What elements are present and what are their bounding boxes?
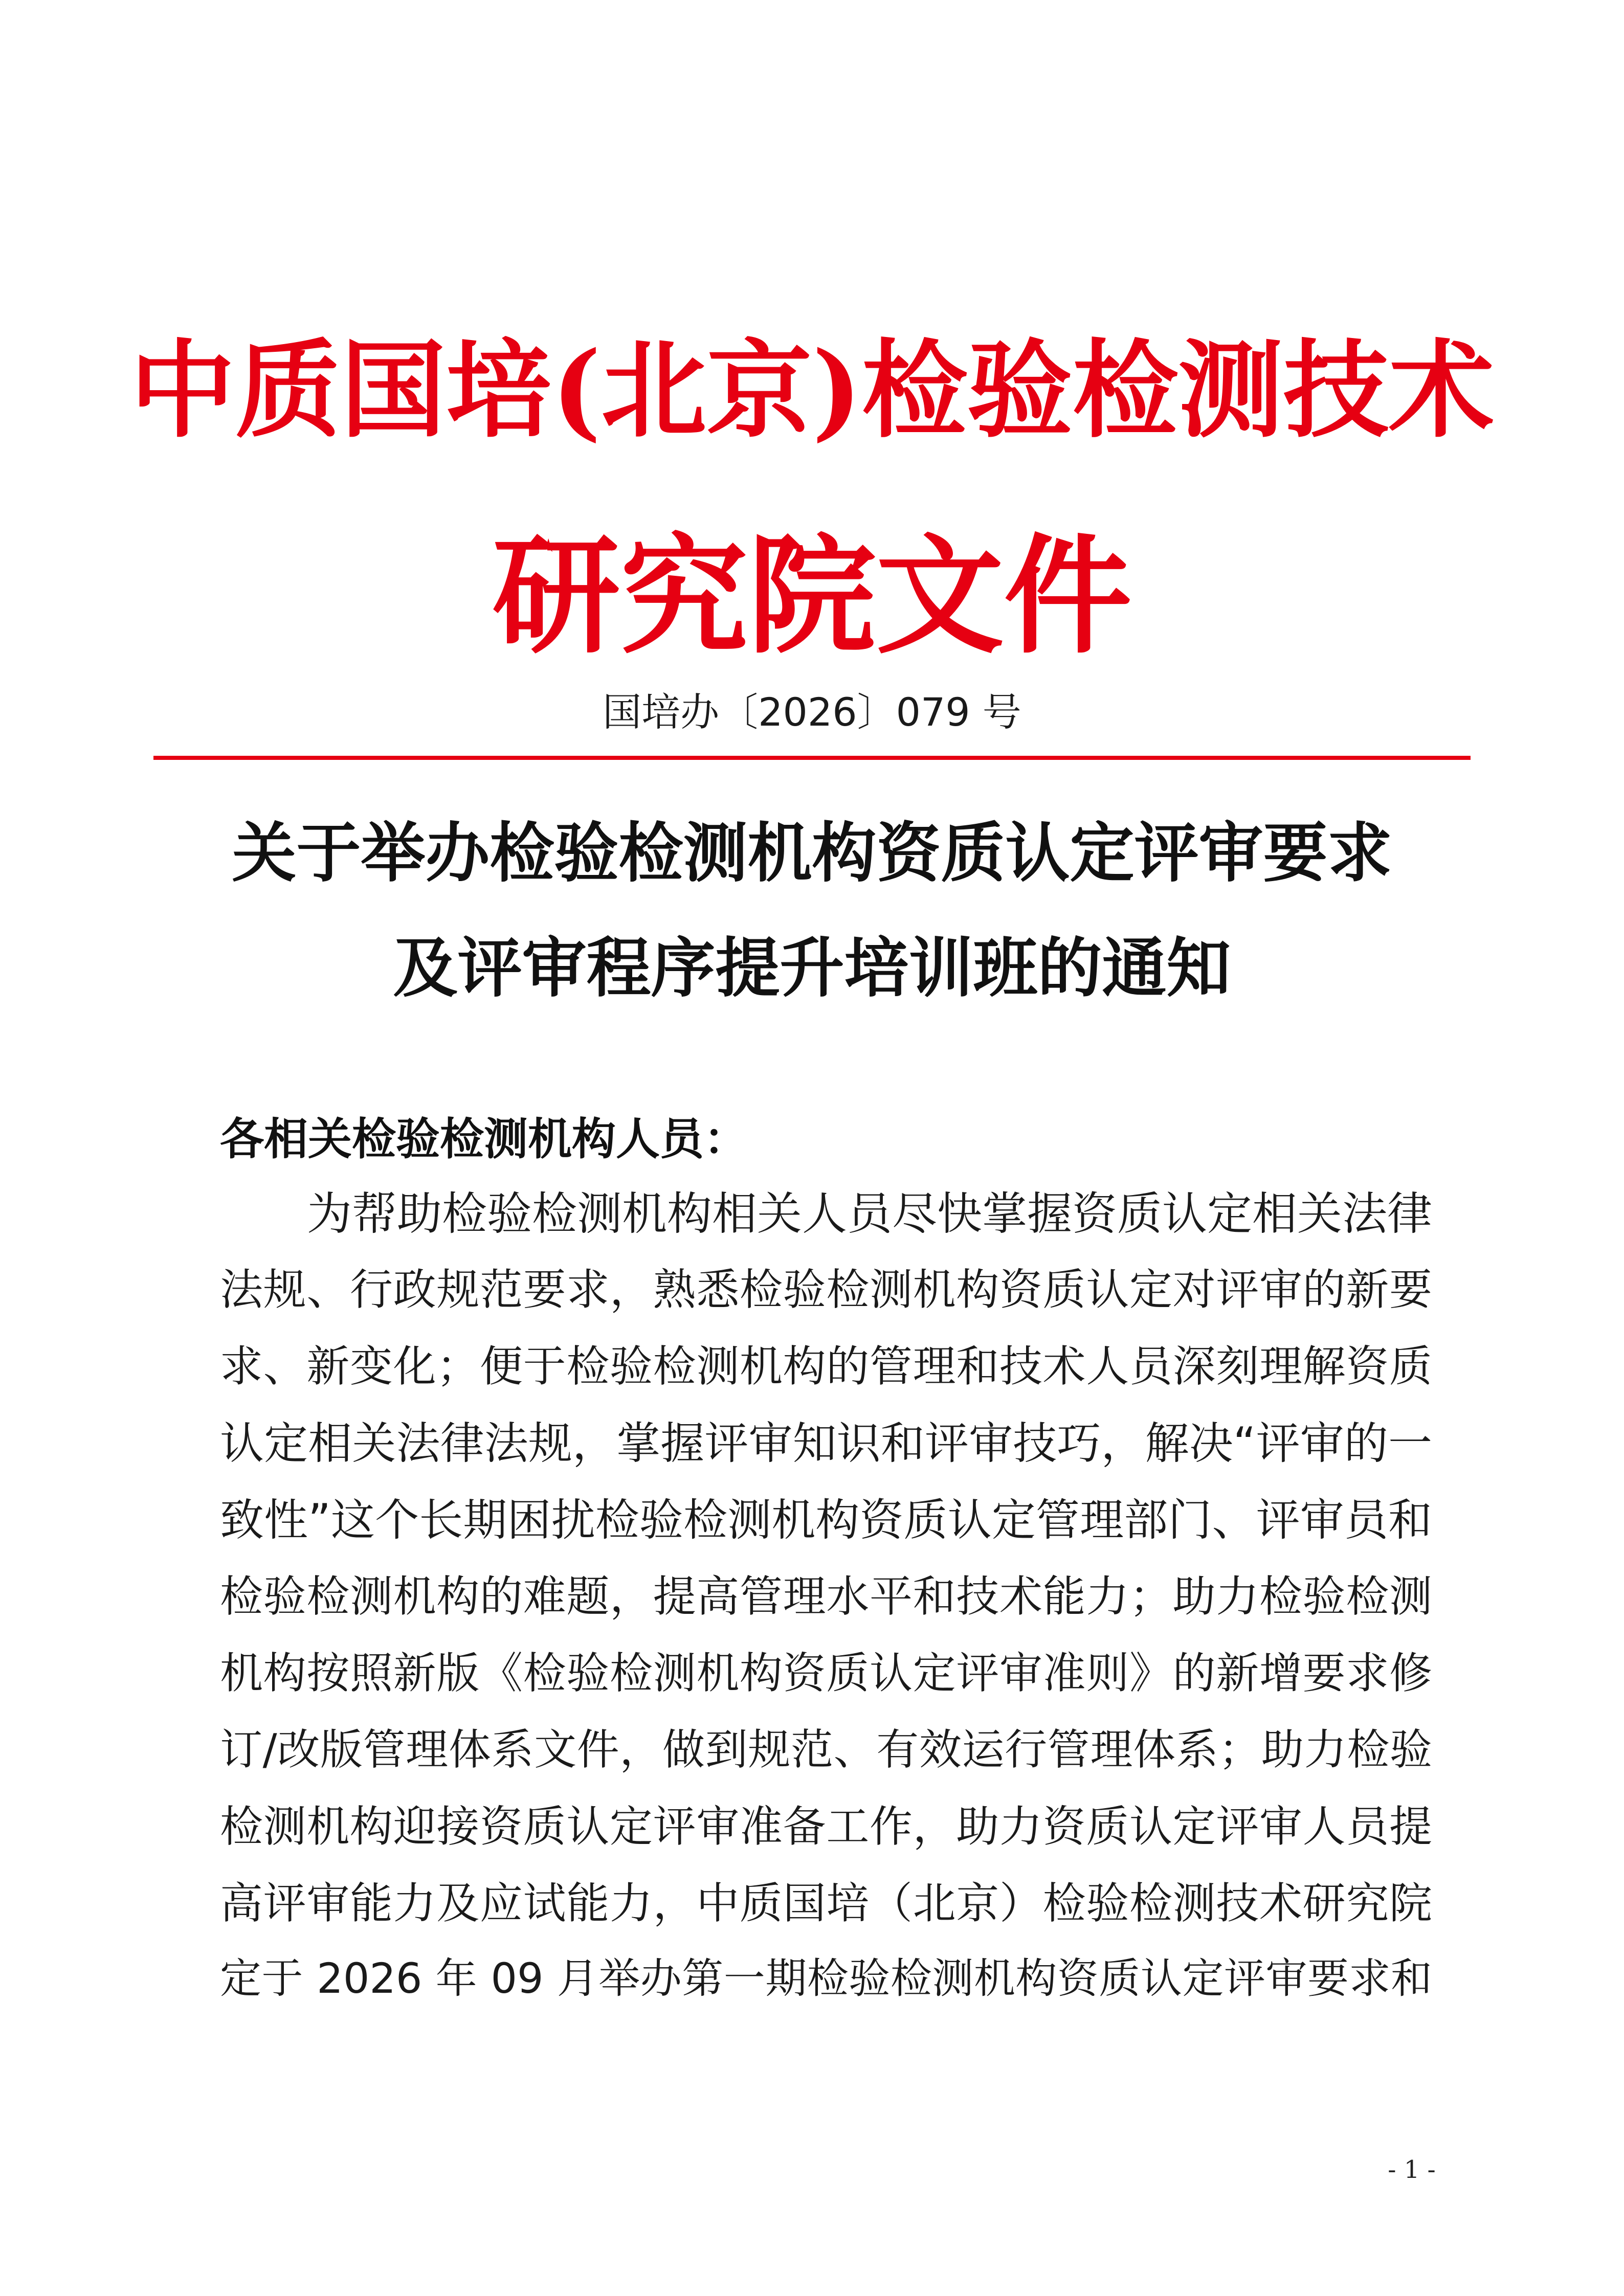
body-line: 检验检测机构的难题，提高管理水平和技术能力；助力检验检测 bbox=[220, 1571, 1432, 1622]
red-divider-line bbox=[153, 756, 1471, 760]
issuer-header-line1: 中质国培(北京)检验检测技术 bbox=[130, 328, 1494, 452]
notice-title-line1: 关于举办检验检测机构资质认定评审要求 bbox=[232, 815, 1392, 891]
body-line: 认定相关法律法规，掌握评审知识和评审技巧，解决“评审的一 bbox=[220, 1418, 1432, 1469]
issuer-header-line2: 研究院文件 bbox=[492, 521, 1132, 671]
body-line: 法规、行政规范要求，熟悉检验检测机构资质认定对评审的新要 bbox=[220, 1265, 1432, 1315]
body-line: 定于 2026 年 09 月举办第一期检验检测机构资质认定评审要求和 bbox=[220, 1955, 1432, 2003]
body-line: 高评审能力及应试能力，中质国培（北京）检验检测技术研究院 bbox=[220, 1878, 1432, 1928]
body-line: 检测机构迎接资质认定评审准备工作，助力资质认定评审人员提 bbox=[220, 1802, 1432, 1852]
body-line: 为帮助检验检测机构相关人员尽快掌握资质认定相关法律 bbox=[307, 1187, 1433, 1240]
notice-title-line2: 及评审程序提升培训班的通知 bbox=[393, 930, 1231, 1006]
body-line: 订/改版管理体系文件，做到规范、有效运行管理体系；助力检验 bbox=[220, 1725, 1432, 1774]
body-line: 致性”这个长期困扰检验检测机构资质认定管理部门、评审员和 bbox=[220, 1495, 1432, 1546]
salutation: 各相关检验检测机构人员： bbox=[220, 1114, 748, 1165]
body-line: 机构按照新版《检验检测机构资质认定评审准则》的新增要求修 bbox=[220, 1648, 1432, 1698]
page-number: - 1 - bbox=[1388, 2155, 1436, 2184]
body-line: 求、新变化；便于检验检测机构的管理和技术人员深刻理解资质 bbox=[220, 1341, 1432, 1391]
document-number: 国培办〔2026〕079 号 bbox=[603, 689, 1021, 735]
